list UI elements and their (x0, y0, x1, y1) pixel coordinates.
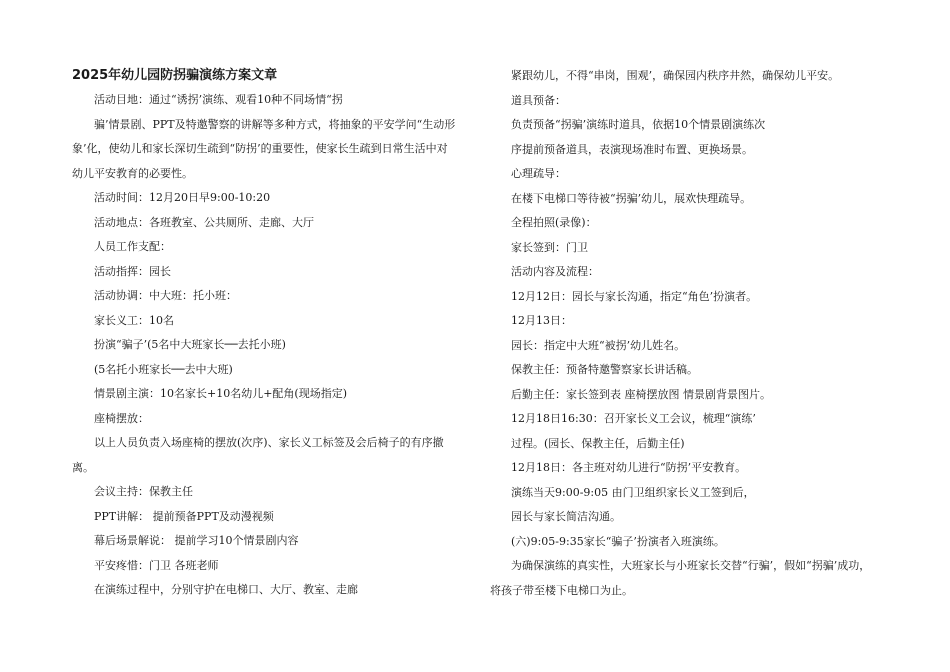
right-text-line: 12月12日：园长与家长沟通，指定“角色’扮演者。 (511, 289, 758, 303)
right-text-line: 道具预备： (511, 93, 566, 107)
right-text-line: 序提前预备道具，表演现场准时布置、更换场景。 (511, 142, 753, 156)
left-text-line: 平安疼惜：门卫 各班老师 (94, 558, 219, 572)
right-text-line: 后勤主任：家长签到表 座椅摆放图 情景剧背景图片。 (511, 387, 771, 401)
document-title: 2025年幼儿园防拐骗演练方案文章 (72, 68, 278, 83)
right-text-line: 12月18日：各主班对幼儿进行“防拐’平安教育。 (511, 461, 747, 474)
right-text-line: 家长签到：门卫 (511, 240, 588, 254)
left-text-line: 幼儿平安教育的必要性。 (72, 166, 193, 180)
right-paragraphs (490, 64, 878, 603)
left-text-line: (5名托小班家长──去中大班) (94, 362, 233, 376)
left-text-line: 活动时间：12月20日早9:00-10:20 (94, 191, 271, 204)
right-column (490, 64, 878, 603)
left-text-line: 家长义工：10名 (94, 313, 174, 327)
right-text-line: 过程。(园长、保教主任，后勤主任) (511, 436, 685, 450)
left-text-line: 在演练过程中，分别守护在电梯口、大厅、教室、走廊 (94, 583, 358, 596)
left-column (72, 64, 464, 603)
left-text-line: 座椅摆放： (94, 411, 149, 425)
left-text-line: 活动目地：通过“诱拐’演练、观看10种不同场情“拐 (94, 93, 343, 106)
left-text-line: 会议主持：保教主任 (94, 485, 193, 498)
right-text-line: 紧跟幼儿，不得“串岗，围观’，确保园内秩序井然，确保幼儿平安。 (511, 69, 840, 82)
left-paragraphs (72, 88, 464, 603)
right-text-line: 保教主任：预备特邀警察家长讲话稿。 (511, 363, 698, 376)
right-text-line: 将孩子带至楼下电梯口为止。 (490, 583, 633, 597)
left-text-line: PPT讲解： 提前预备PPT及动漫视频 (94, 509, 274, 523)
right-text-line: 园长与家长简洁沟通。 (511, 510, 621, 523)
right-text-line: 为确保演练的真实性，大班家长与小班家长交替“行骗’，假如“拐骗’成功， (511, 559, 871, 572)
left-text-line: 人员工作支配： (94, 240, 171, 253)
left-text-line: 以上人员负责入场座椅的摆放(次序)、家长义工标签及会后椅子的有序撤 (94, 436, 444, 449)
left-text-line: 情景剧主演：10名家长+10名幼儿+配角(现场指定) (94, 387, 348, 400)
right-text-line: (六)9:05-9:35家长“骗子’扮演者入班演练。 (511, 534, 725, 548)
right-text-line: 活动内容及流程： (511, 265, 599, 278)
right-text-line: 心理疏导： (511, 167, 566, 180)
right-text-line: 负责预备“拐骗’演练时道具，依据10个情景剧演练次 (511, 118, 766, 131)
right-text-line: 12月18日16:30：召开家长义工会议，梳理“演练’ (511, 412, 756, 425)
right-text-line: 演练当天9:00-9:05 由门卫组织家长义工签到后， (511, 485, 755, 499)
left-text-line: 幕后场景解说： 提前学习10个情景剧内容 (94, 534, 299, 547)
right-text-line: 在楼下电梯口等待被“拐骗’幼儿，展欢快理疏导。 (511, 191, 752, 205)
left-text-line: 活动指挥：园长 (94, 264, 171, 278)
left-text-line: 骗’情景剧、PPT及特邀警察的讲解等多种方式，将抽象的平安学问“生动形 (94, 117, 456, 131)
left-text-line: 活动地点：各班教室、公共厕所、走廊、大厅 (94, 215, 314, 229)
right-text-line: 园长：指定中大班“被拐’幼儿姓名。 (511, 338, 686, 352)
right-text-line: 全程拍照(录像)： (511, 216, 597, 229)
left-text-line: 离。 (72, 460, 94, 474)
left-text-line: 扮演“骗子’(5名中大班家长──去托小班) (94, 338, 286, 351)
right-text-line: 12月13日： (511, 314, 572, 327)
left-text-line: 活动协调：中大班：托小班： (94, 289, 237, 302)
left-text-line: 象’化，使幼儿和家长深切生疏到“防拐’的重要性，使家长生疏到日常生活中对 (72, 142, 448, 155)
